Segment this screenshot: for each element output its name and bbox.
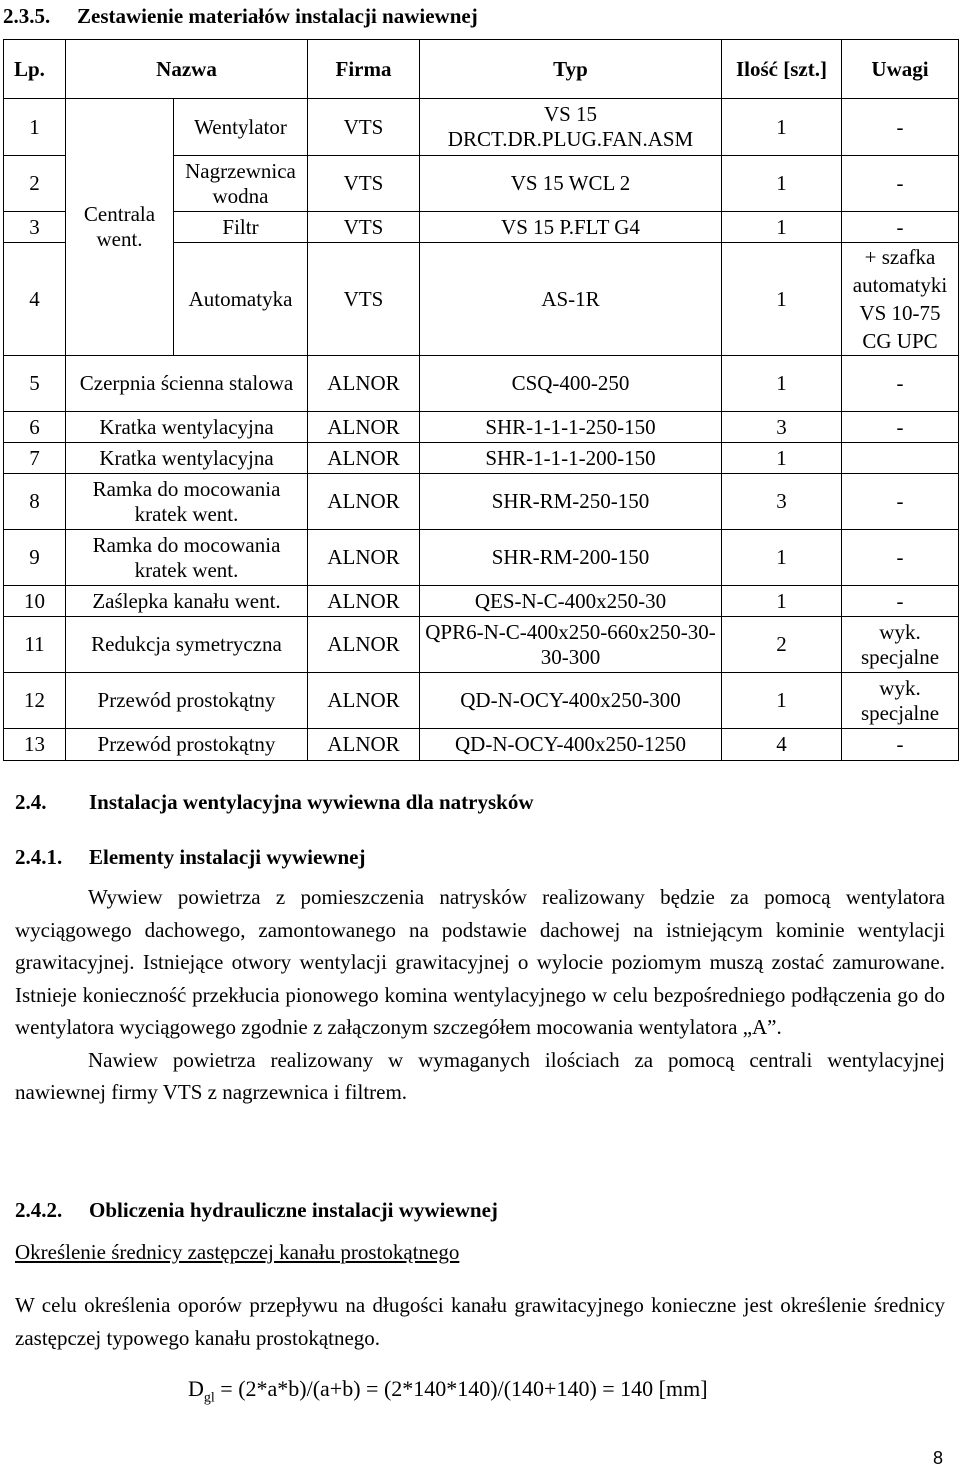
cell-ilosc: 2 [722,617,842,673]
table-row [4,356,959,412]
cell-ilosc: 1 [722,243,842,356]
section-heading-2-3-5 [3,4,478,29]
cell-firma: VTS [308,99,420,156]
cell-typ: QD-N-OCY-400x250-300 [420,673,722,729]
cell-nazwa: Czerpnia ścienna stalowa [66,356,308,412]
cell-lp: 3 [4,212,66,243]
table-row [4,530,959,586]
formula-expression: = (2*a*b)/(a+b) = (2*140*140)/(140+140) = 140 [mm] [214,1376,708,1401]
cell-typ: SHR-1-1-1-250-150 [420,412,722,443]
cell-typ: SHR-1-1-1-200-150 [420,443,722,474]
section-title: Elementy instalacji wywiewnej [89,845,366,869]
cell-nazwa: Przewód prostokątny [66,673,308,729]
cell-uwagi: wyk. specjalne [842,617,959,673]
cell-typ: CSQ-400-250 [420,356,722,412]
cell-typ: AS-1R [420,243,722,356]
header-uwagi: Uwagi [842,40,959,99]
table-row [4,443,959,474]
section-heading-2-4 [15,790,534,815]
cell-uwagi: + szafka automatyki VS 10-75 CG UPC [842,243,959,356]
cell-uwagi: - [842,474,959,530]
table-row [4,617,959,673]
cell-nazwa: Ramka do mocowania kratek went. [66,474,308,530]
cell-typ: SHR-RM-200-150 [420,530,722,586]
cell-uwagi: - [842,356,959,412]
cell-firma: ALNOR [308,729,420,761]
cell-typ: VS 15 DRCT.DR.PLUG.FAN.ASM [420,99,722,156]
table-row [4,474,959,530]
section-number: 2.4. [15,790,47,814]
cell-typ: VS 15 P.FLT G4 [420,212,722,243]
paragraph-text: W celu określenia oporów przepływu na długości kanału grawitacyjnego konieczne jest określenie średnicy zastępczej typowego kanału prostokątnego. [15,1293,945,1350]
header-typ: Typ [420,40,722,99]
cell-nazwa: Zaślepka kanału went. [66,586,308,617]
cell-firma: ALNOR [308,617,420,673]
header-nazwa: Nazwa [66,40,308,99]
table-row [4,673,959,729]
cell-nazwa: Kratka wentylacyjna [66,412,308,443]
section-number: 2.4.1. [15,845,63,869]
section-heading-2-4-2 [15,1198,498,1223]
section-title: Instalacja wentylacyjna wywiewna dla natrysków [89,790,534,814]
formula-symbol: D [188,1376,204,1401]
cell-ilosc: 3 [722,474,842,530]
cell-lp: 9 [4,530,66,586]
materials-table [3,39,959,761]
subheading: Określenie średnicy zastępczej kanału prostokątnego [15,1240,460,1264]
cell-nazwa: Nagrzewnica wodna [174,156,308,212]
cell-uwagi: - [842,156,959,212]
cell-ilosc: 1 [722,530,842,586]
section-heading-2-4-1 [15,845,365,870]
cell-nazwa: Redukcja symetryczna [66,617,308,673]
cell-lp: 2 [4,156,66,212]
cell-lp: 8 [4,474,66,530]
group-label: Centrala went. [66,99,174,356]
cell-firma: ALNOR [308,530,420,586]
cell-uwagi [842,443,959,474]
cell-uwagi: - [842,530,959,586]
cell-lp: 4 [4,243,66,356]
cell-firma: ALNOR [308,586,420,617]
cell-uwagi: - [842,99,959,156]
cell-firma: ALNOR [308,474,420,530]
formula-subscript: gl [203,1390,215,1406]
paragraph-wywiew [15,881,945,1109]
cell-lp: 11 [4,617,66,673]
cell-ilosc: 1 [722,356,842,412]
page-number: 8 [932,1448,943,1468]
cell-firma: ALNOR [308,673,420,729]
paragraph-text: Wywiew powietrza z pomieszczenia natrysków realizowany będzie za pomocą wentylatora wyciągowego dachowego, zamontowanego na podstawie dachowej na istniejącym kominie wentylacji grawitacyjnej. Istniejące otwory wentylacji grawitacyjnej o wylocie poziomym muszą zostać zamurowane. Istnieje konieczność przekłucia pionowego komina wentylacyjnego w celu bezpośredniego podłączenia go do wentylatora wyciągowego zgodnie z załączonym szczegółem mocowania wentylatora „A”. [15,885,945,1039]
cell-typ: VS 15 WCL 2 [420,156,722,212]
cell-lp: 7 [4,443,66,474]
section-number: 2.4.2. [15,1198,63,1222]
cell-typ: QES-N-C-400x250-30 [420,586,722,617]
cell-ilosc: 1 [722,99,842,156]
cell-lp: 1 [4,99,66,156]
cell-uwagi: - [842,729,959,761]
cell-uwagi: - [842,212,959,243]
cell-nazwa: Automatyka [174,243,308,356]
table-row [4,412,959,443]
cell-nazwa: Wentylator [174,99,308,156]
cell-firma: VTS [308,156,420,212]
paragraph-opory [15,1289,945,1354]
table-row [4,729,959,761]
cell-ilosc: 3 [722,412,842,443]
cell-typ: QPR6-N-C-400x250-660x250-30-30-300 [420,617,722,673]
cell-ilosc: 1 [722,673,842,729]
cell-ilosc: 1 [722,212,842,243]
cell-firma: VTS [308,243,420,356]
header-lp: Lp. [4,40,66,99]
cell-lp: 5 [4,356,66,412]
formula [188,1376,708,1406]
section-title: Obliczenia hydrauliczne instalacji wywiewnej [89,1198,498,1222]
cell-ilosc: 1 [722,156,842,212]
cell-uwagi: wyk. specjalne [842,673,959,729]
cell-lp: 6 [4,412,66,443]
section-title: Zestawienie materiałów instalacji nawiewnej [77,4,478,28]
cell-firma: ALNOR [308,356,420,412]
cell-ilosc: 1 [722,586,842,617]
cell-firma: VTS [308,212,420,243]
cell-nazwa: Filtr [174,212,308,243]
paragraph-text: Nawiew powietrza realizowany w wymaganych ilościach za pomocą centrali wentylacyjnej nawiewnej firmy VTS z nagrzewnica i filtrem. [15,1047,945,1104]
cell-firma: ALNOR [308,443,420,474]
cell-uwagi: - [842,586,959,617]
cell-nazwa: Ramka do mocowania kratek went. [66,530,308,586]
section-number: 2.3.5. [3,4,51,28]
header-ilosc: Ilość [szt.] [722,40,842,99]
cell-lp: 13 [4,729,66,761]
cell-nazwa: Kratka wentylacyjna [66,443,308,474]
cell-nazwa: Przewód prostokątny [66,729,308,761]
cell-typ: SHR-RM-250-150 [420,474,722,530]
cell-ilosc: 4 [722,729,842,761]
cell-typ: QD-N-OCY-400x250-1250 [420,729,722,761]
table-header-row [4,40,959,99]
header-firma: Firma [308,40,420,99]
cell-lp: 12 [4,673,66,729]
table-row [4,586,959,617]
cell-ilosc: 1 [722,443,842,474]
cell-uwagi: - [842,412,959,443]
table-row [4,99,959,156]
cell-lp: 10 [4,586,66,617]
cell-firma: ALNOR [308,412,420,443]
